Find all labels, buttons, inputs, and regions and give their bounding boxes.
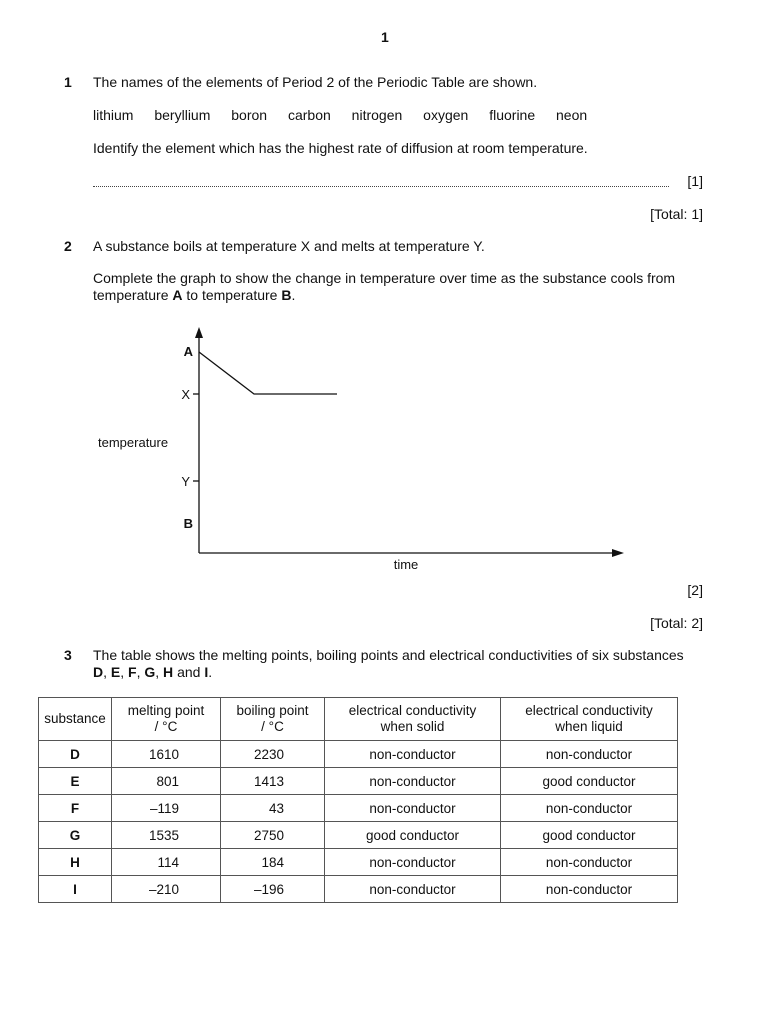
question-2-number: 2 (64, 238, 72, 254)
cell-value: 2230 (253, 746, 284, 762)
y-axis-label: temperature (98, 435, 169, 450)
element-name: fluorine (489, 107, 536, 123)
table-row (39, 741, 678, 768)
question-1-total: [Total: 1] (650, 206, 703, 222)
cell-boiling-point (221, 876, 325, 903)
cell-conductivity-solid: non-conductor (325, 849, 501, 876)
cell-conductivity-liquid: good conductor (501, 822, 678, 849)
cell-conductivity-solid: non-conductor (325, 768, 501, 795)
header-text: when solid (380, 719, 445, 734)
cell-melting-point (112, 795, 221, 822)
instruction-text: to temperature (182, 287, 282, 303)
header-melting-point (112, 698, 221, 741)
question-3-intro-line1: The table shows the melting points, boiling points and electrical conductivities of six substances (93, 647, 684, 663)
question-2-intro: A substance boils at temperature X and melts at temperature Y. (93, 238, 485, 254)
cell-value: –119 (149, 800, 179, 816)
table-row (39, 849, 678, 876)
element-name: neon (556, 107, 588, 123)
cell-value: 184 (261, 854, 284, 870)
header-text: electrical conductivity (525, 703, 653, 718)
cell-value: –210 (148, 881, 179, 897)
question-1-prompt: Identify the element which has the highest rate of diffusion at room temperature. (93, 140, 588, 156)
cell-substance: F (39, 795, 112, 822)
cell-substance: E (39, 768, 112, 795)
substance-letter: G (144, 664, 156, 680)
instruction-a: A (172, 287, 183, 303)
substance-letter: D (93, 664, 104, 680)
cell-conductivity-liquid: non-conductor (501, 741, 678, 768)
cooling-curve (199, 352, 337, 394)
properties-table (38, 697, 678, 903)
question-1-marks: [1] (687, 173, 703, 189)
cell-melting-point (112, 822, 221, 849)
header-unit: / °C (261, 719, 284, 734)
substance-letter: F (128, 664, 137, 680)
element-name: beryllium (154, 107, 211, 123)
question-3-intro-line2: D, E, F, G, H and I. (93, 664, 213, 680)
cell-value: 1413 (253, 773, 284, 789)
instruction-text: . (291, 287, 296, 303)
header-boiling-point (221, 698, 325, 741)
cell-value: 801 (156, 773, 179, 789)
question-1-number: 1 (64, 74, 72, 90)
header-text: boiling point (236, 703, 309, 718)
instruction-text: temperature (93, 287, 173, 303)
table-row (39, 768, 678, 795)
header-unit: / °C (154, 719, 178, 734)
cell-melting-point (112, 849, 221, 876)
table-row (39, 822, 678, 849)
cell-conductivity-solid: non-conductor (325, 795, 501, 822)
substance-letter: H (163, 664, 174, 680)
cell-boiling-point (221, 822, 325, 849)
instruction-b: B (281, 287, 292, 303)
element-name: lithium (93, 107, 134, 123)
label-x: X (181, 387, 190, 402)
question-3-number: 3 (64, 647, 72, 663)
question-2-instruction-line1: Complete the graph to show the change in temperature over time as the substance cools from (93, 270, 676, 286)
cell-conductivity-liquid: non-conductor (501, 795, 678, 822)
cell-value: 1610 (148, 746, 179, 762)
header-text: when liquid (555, 719, 623, 734)
label-y: Y (181, 474, 190, 489)
substance-letter: I (204, 664, 209, 680)
element-name: boron (231, 107, 268, 123)
cell-conductivity-liquid: good conductor (501, 768, 678, 795)
cell-conductivity-liquid: non-conductor (501, 849, 678, 876)
cell-value: 114 (157, 854, 179, 870)
question-1-intro: The names of the elements of Period 2 of the Periodic Table are shown. (93, 74, 538, 90)
cell-boiling-point (221, 741, 325, 768)
cell-melting-point (112, 876, 221, 903)
label-a: A (183, 344, 193, 359)
question-2-marks: [2] (687, 582, 703, 598)
x-axis-arrow (612, 549, 624, 557)
header-conductivity-liquid (501, 698, 678, 741)
table-row (39, 876, 678, 903)
header-text: melting point (127, 703, 205, 718)
cell-boiling-point (221, 795, 325, 822)
header-substance (39, 698, 112, 741)
label-b: B (183, 516, 193, 531)
cell-melting-point (112, 768, 221, 795)
page-number: 1 (381, 29, 389, 45)
cell-substance: I (39, 876, 112, 903)
element-name: oxygen (423, 107, 469, 123)
cell-value: 1535 (148, 827, 179, 843)
header-conductivity-solid (325, 698, 501, 741)
table-header-row (39, 698, 678, 741)
header-text: substance (44, 711, 106, 726)
cell-value: 2750 (253, 827, 284, 843)
cell-substance: H (39, 849, 112, 876)
header-text: electrical conductivity (348, 703, 477, 718)
intro-and: and (177, 664, 201, 680)
cell-melting-point (112, 741, 221, 768)
cell-boiling-point (221, 849, 325, 876)
x-axis-label: time (393, 557, 419, 572)
table-row (39, 795, 678, 822)
cell-conductivity-liquid: non-conductor (501, 876, 678, 903)
cell-substance: G (39, 822, 112, 849)
cell-value: –196 (253, 881, 284, 897)
cell-value: 43 (268, 800, 284, 816)
cell-conductivity-solid: good conductor (325, 822, 501, 849)
element-name: carbon (287, 107, 331, 123)
cell-substance: D (39, 741, 112, 768)
substance-letter: E (110, 664, 121, 680)
cell-conductivity-solid: non-conductor (325, 741, 501, 768)
element-name: nitrogen (351, 107, 403, 123)
cell-conductivity-solid: non-conductor (325, 876, 501, 903)
y-axis-arrow (195, 327, 203, 338)
cell-boiling-point (221, 768, 325, 795)
question-2-total: [Total: 2] (650, 615, 703, 631)
